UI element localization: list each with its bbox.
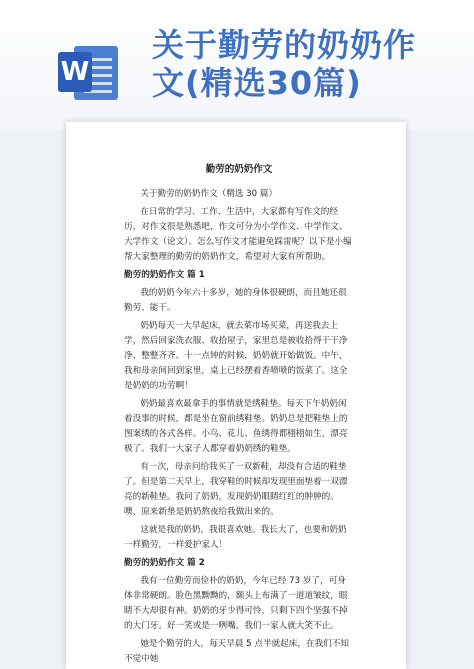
banner-title-line-2: 文(精选30篇) [152, 64, 362, 102]
section1-paragraph-3: 奶奶最喜欢最拿手的事情就是绣鞋垫。每天下午奶奶闲着没事的时候，都是坐在窗前绣鞋垫。奶奶总是把鞋垫上的图案绣的各式各样。小鸟、花儿、鱼绣得都栩栩如生，漂亮极了。我们一大家子人都穿着奶奶绣的鞋垫。 [124, 399, 348, 454]
banner-title-line-1: 关于勤劳的奶奶作 [152, 26, 417, 64]
section2-paragraph-2: 她是个勤劳的人，每天早晨 5 点半就起床，在我们不知不觉中她 [124, 639, 349, 664]
section1-paragraph-4: 有一次，母亲问给我买了一双新鞋，却没有合适的鞋垫了。但是第二天早上，我穿鞋的时候却发现里面垫着一双漂亮的新鞋垫。我问了奶奶，发现奶奶眼睛红红的肿肿的。噢，原来新垫是奶奶熬夜给我做出来的。 [124, 462, 348, 517]
banner [0, 0, 474, 130]
document-body [124, 162, 354, 669]
section2-paragraph-1: 我有一位勤劳而俭朴的奶奶，今年已经 73 岁了，可身体非常硬朗。脸色黑黝黝的，额头上布满了一道道皱纹，眼睛不大却很有神。奶奶的牙少得可怜，只剩下四个坚强不掉的大门牙。好一笑或是一咧嘴，我们一家人就大笑不止。 [124, 576, 348, 631]
document-title: 勤劳的奶奶作文 [205, 164, 273, 175]
banner-title [152, 26, 452, 102]
intro-line: 关于勤劳的奶奶作文（精选 30 篇） [140, 189, 278, 199]
section1-paragraph-2: 奶奶每天一大早起床，就去菜市场买菜，再送我去上学，然后回家洗衣服、收拾屋子，家里总是被收拾得干干净净、整整齐齐。十一点钟的时候，奶奶就开始做饭。中午，我和母亲间回到家里，桌上已经摆着香喷喷的饭菜了。这全是奶奶的功劳啊！ [124, 321, 348, 391]
section1-paragraph-1: 我的奶奶今年六十多岁，她的身体很硬朗，而且她还很勤劳、能干。 [124, 288, 347, 313]
section-heading-2: 勤劳的奶奶作文 篇 2 [124, 558, 205, 568]
section1-paragraph-5: 这就是我的奶奶，我很喜欢她。我长大了，也要和奶奶一样勤劳，一样爱护家人！ [124, 525, 347, 550]
word-icon-letter: W [58, 52, 92, 92]
document-page [66, 122, 406, 669]
section-heading-1: 勤劳的奶奶作文 篇 1 [124, 270, 205, 280]
preface-paragraph: 在日常的学习、工作、生活中，大家都有写作文的经历，对作文很是熟悉吧，作文可分为小学作文、中学作文、大学作文（论文）。怎么写作文才能避免踩雷呢？以下是小编帮大家整理的勤劳的奶奶作文，希望对大家有所帮助。 [124, 207, 352, 262]
word-doc-icon [58, 42, 120, 104]
